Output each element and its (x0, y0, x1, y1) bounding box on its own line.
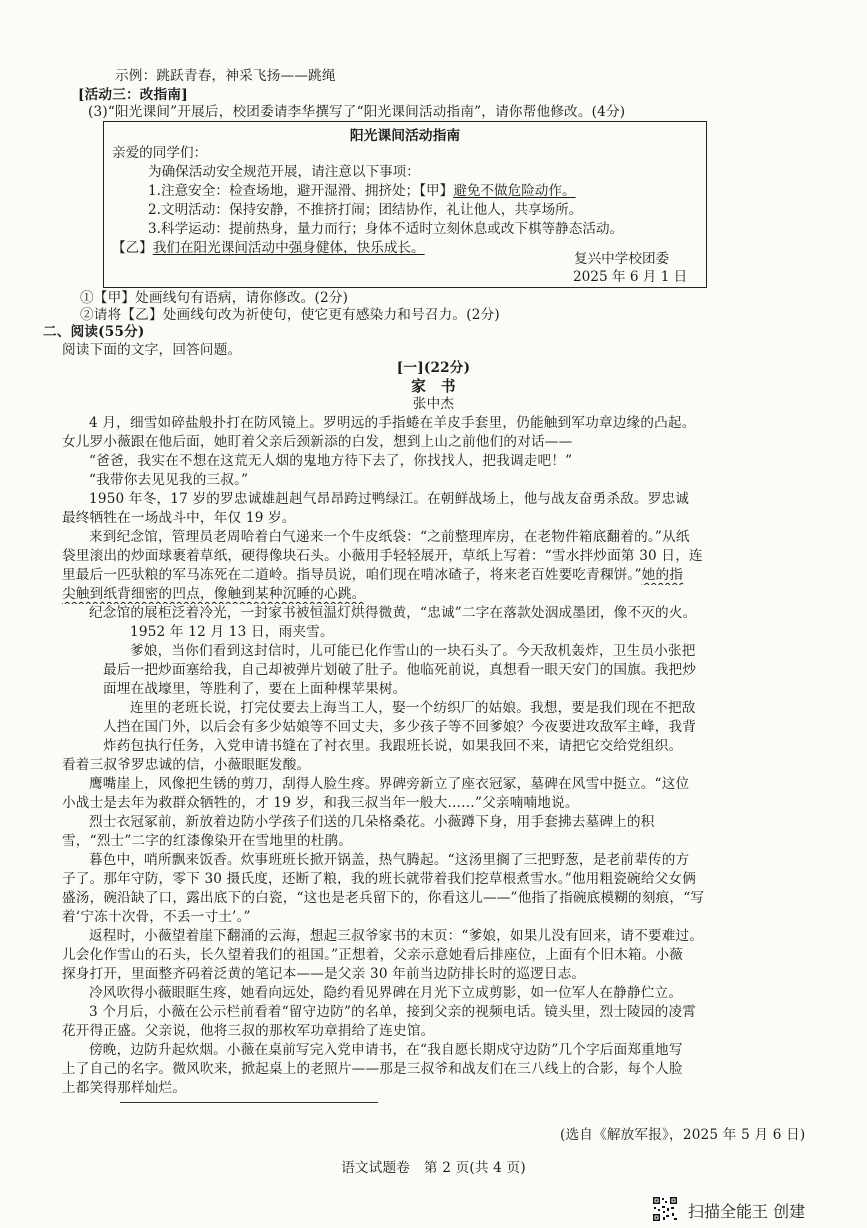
wavy-underlined-text: 她的指 (641, 567, 684, 583)
article-line: 鹰嘴崖上，风像把生锈的剪刀，刮得人脸生疼。界碑旁新立了座衣冠冢，墓碑在风雪中挺立。“这位 (89, 776, 690, 792)
guide-item-1 (148, 182, 576, 201)
footnote-rule (120, 1102, 378, 1103)
article-line: 冷风吹得小薇眼眶生疼，她看向远处，隐约看见界碑在月光下立成剪影，如一位军人在静静伫立。 (89, 985, 683, 1001)
question-3-prompt: (3)“阳光课间”开展后，校团委请李华撰写了“阳光课间活动指南”，请你帮他修改。(4分) (88, 104, 626, 120)
article-line: 暮色中，哨所飘来饭香。炊事班班长掀开锅盖，热气腾起。“这汤里搁了三把野葱，是老前辈传的方 (89, 852, 690, 868)
article-line: 盛汤，碗沿缺了口，露出底下的白瓷，“这也是老兵留下的，你看这儿——”他指了指碗底模糊的刻痕，“写 (62, 890, 705, 906)
article-line (62, 566, 842, 585)
source-citation: (选自《解放军报》，2025 年 5 月 6 日) (560, 1127, 806, 1143)
guide-greeting: 亲爱的同学们： (112, 145, 208, 161)
guide-item-1-text: 1.注意安全：检查场地，避开湿滑、拥挤处； (148, 183, 420, 199)
article-line: 4 月，细雪如碎盐般扑打在防风镜上。罗明远的手指蜷在羊皮手套里，仍能触到军功章边缘的凸起。 (89, 415, 696, 431)
letter-line: 连里的老班长说，打完仗要去上海当工人，娶一个纺织厂的姑娘。我想，要是我们现在不把敌 (130, 700, 696, 716)
qr-code-icon (652, 1196, 678, 1222)
article-line: 女儿罗小薇跟在他后面，她盯着父亲后颈新添的白发，想到上山之前他们的对话—— (62, 434, 573, 450)
section-heading: 二、阅读(55分) (43, 324, 145, 340)
letter-line: 炸药包执行任务，入党申请书缝在了衬衣里。我跟班长说，如果我回不来，请把它交给党组织。 (103, 738, 683, 754)
article-line: 小战士是去年为救群众牺牲的，才 19 岁，和我三叔当年一般大……”父亲喃喃地说。 (62, 795, 579, 811)
guide-closing (112, 239, 425, 258)
article-line: 探身打开，里面整齐码着泛黄的笔记本——是父亲 30 年前当边防排长时的巡逻日志。 (62, 966, 586, 982)
article-line: 傍晚，边防升起炊烟。小薇在桌前写完入党申请书，在“我自愿长期戍守边防”几个字后面郑重地写 (89, 1042, 683, 1058)
letter-line: 最后一把炒面塞给我，自己却被弹片划破了肚子。他临死前说，真想看一眼天安门的国旗。我把炒 (103, 662, 697, 678)
article-line: 来到纪念馆，管理员老周哈着白气递来一个牛皮纸袋：“之前整理库房，在老物件箱底翻着的。”从纸 (89, 529, 690, 545)
article-line: 儿会化作雪山的石头，长久望着我们的祖国。”正想着，父亲示意她看后排座位，上面有个旧木箱。小薇 (62, 947, 684, 963)
article-line: 1950 年冬，17 岁的罗忠诚雄赳赳气昂昂跨过鸭绿江。在朝鲜战场上，他与战友奋勇杀敌。罗忠诚 (89, 491, 690, 507)
article-line: 上都笑得那样灿烂。 (62, 1080, 187, 1096)
question-3-1: ①【甲】处画线句有语病，请你修改。(2分) (80, 290, 349, 306)
guide-title: 阳光课间活动指南 (349, 128, 461, 144)
article-line: 上了自己的名字。微风吹来，掀起桌上的老照片——那是三叔爷和战友们在三八线上的合影，每个人脸 (62, 1061, 683, 1077)
article-line-text: 里最后一匹驮粮的军马冻死在二道岭。指导员说，咱们现在啃冰碴子，将来老百姓要吃青稞饼。” (62, 567, 642, 583)
marker-jia: 【甲】 (419, 183, 454, 199)
underlined-sentence-yi: 我们在阳光课间活动中强身健体，快乐成长。 (152, 240, 425, 256)
question-3-2: ②请将【乙】处画线句改为祈使句，使它更有感染力和号召力。(2分) (80, 307, 500, 323)
article-title: 家 书 (411, 378, 456, 395)
article-line: “我带你去见见我的三叔。” (89, 472, 249, 488)
activity-title: [活动三：改指南] (78, 87, 188, 103)
wavy-underlined-text: 尖触到纸背细密的凹点，像触到某种沉睡的心跳。 (62, 586, 366, 602)
letter-line: 面埋在战壕里，等胜利了，要在上面种棵苹果树。 (103, 681, 407, 697)
page-footer: 语文试题卷 第 2 页(共 4 页) (341, 1160, 526, 1176)
article-line: 袋里滚出的炒面球裹着草纸，硬得像块石头。小薇用手轻轻展开，草纸上写着：“雪水拌炒面第 30 日，连 (62, 548, 703, 564)
article-line: 最终牺牲在一场战斗中，年仅 19 岁。 (62, 510, 296, 526)
guide-date: 2025 年 6 月 1 日 (573, 269, 688, 285)
article-line: 花开得正盛。父亲说，他将三叔的那枚军功章捐给了连史馆。 (62, 1023, 435, 1039)
guide-signature: 复兴中学校团委 (574, 251, 670, 267)
letter-date: 1952 年 12 月 13 日，雨夹雪。 (130, 624, 334, 640)
article-line: 纪念馆的展柜泛着冷光，一封家书被恒温灯烘得微黄，“忠诚”二字在落款处洇成墨团，像不灭的火。 (89, 605, 697, 621)
guide-item-2: 2.文明活动：保持安静，不推挤打闹；团结协作，礼让他人，共享场所。 (148, 202, 583, 218)
article-line: 雪，“烈士”二字的红漆像染开在雪地里的杜鹃。 (62, 833, 353, 849)
part-label: [一](22分) (396, 360, 471, 376)
article-line: 返程时，小薇望着崖下翻涌的云海，想起三叔爷家书的末页：“爹娘，如果儿没有回来，请不要难过。 (89, 928, 704, 944)
article-line: 看着三叔爷罗忠诚的信，小薇眼眶发酸。 (62, 757, 311, 773)
article-line (62, 585, 842, 604)
guide-item-3: 3.科学运动：提前热身，量力而行；身体不适时立刻休息或改下棋等静态活动。 (148, 221, 624, 237)
example-line: 示例：跳跃青春，神采飞扬——跳绳 (115, 68, 336, 84)
article-author: 张中杰 (412, 396, 455, 412)
letter-line: 人挡在国门外，以后会有多少姑娘等不回丈夫，多少孩子等不回爹娘？今夜要进攻敌军主峰，我背 (103, 719, 697, 735)
article-line: 子了。那年守防，零下 30 摄氏度，还断了粮，我的班长就带着我们挖草根煮雪水。”他用粗瓷碗给父女俩 (62, 871, 697, 887)
marker-yi: 【乙】 (112, 240, 153, 256)
article-line: “爸爸，我实在不想在这荒无人烟的鬼地方待下去了，你找找人，把我调走吧！” (89, 453, 573, 469)
article-line: 3 个月后，小薇在公示栏前看着“留守边防”的名单，接到父亲的视频电话。镜头里，烈士陵园的凌霄 (89, 1004, 697, 1020)
article-line: 烈士衣冠冢前，新放着边防小学孩子们送的几朵格桑花。小薇蹲下身，用手套拂去墓碑上的积 (89, 814, 655, 830)
guide-intro: 为确保活动安全规范开展，请注意以下事项： (148, 164, 420, 180)
underlined-sentence-jia: 避免不做危险动作。 (453, 183, 576, 199)
scanner-watermark: 扫描全能王 创建 (688, 1202, 806, 1221)
letter-line: 爹娘，当你们看到这封信时，儿可能已化作雪山的一块石头了。今天敌机轰炸，卫生员小张把 (130, 643, 696, 659)
article-line: 着‘宁冻十次骨，不丢一寸土’。” (62, 909, 251, 925)
reading-instruction: 阅读下面的文字，回答问题。 (62, 342, 242, 358)
activity-guide-box (103, 121, 707, 288)
